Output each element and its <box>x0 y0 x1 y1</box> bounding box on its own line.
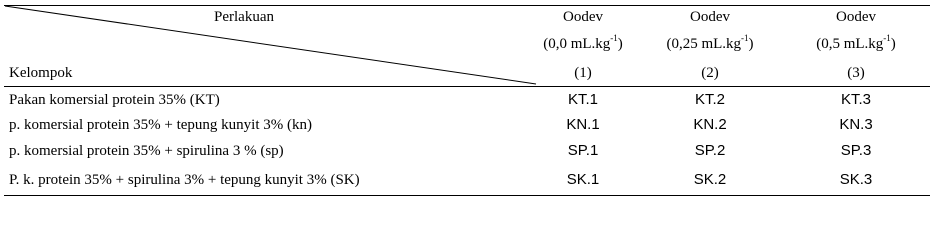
cell: KT.2 <box>694 91 726 108</box>
cell: SP.2 <box>694 142 726 159</box>
row-label: P. k. protein 35% + spirulina 3% + tepung kunyit 3% (SK) <box>9 172 360 188</box>
cell: KT.3 <box>840 91 872 108</box>
cell: SK.2 <box>693 171 727 188</box>
column-dose: (0,0 $mL.kg^{-1}$) <box>543 33 623 52</box>
column-number: (3) <box>847 65 865 81</box>
header-group-label: Kelompok <box>9 65 73 81</box>
cell: KN.1 <box>566 116 600 133</box>
table-bottom-rule <box>4 195 930 196</box>
row-label: p. komersial protein 35% + spirulina 3 % (sp) <box>9 143 284 159</box>
cell: SK.3 <box>839 171 873 188</box>
cell: SK.1 <box>566 171 600 188</box>
column-number: (2) <box>701 65 719 81</box>
cell: SP.1 <box>567 142 599 159</box>
cell: KT.1 <box>567 91 599 108</box>
column-dose: (0,5 $mL.kg^{-1}$) <box>816 33 896 52</box>
column-name: Oodev <box>836 9 876 25</box>
cell: KN.3 <box>839 116 873 133</box>
column-name: Oodev <box>690 9 730 25</box>
cell: SP.3 <box>840 142 872 159</box>
row-label: Pakan komersial protein 35% (KT) <box>9 92 220 108</box>
row-label: p. komersial protein 35% + tepung kunyit 3% (kn) <box>9 117 312 133</box>
cell: KN.2 <box>693 116 727 133</box>
column-name: Oodev <box>563 9 603 25</box>
header-treatment-label: Perlakuan <box>214 9 274 25</box>
column-dose: (0,25 $mL.kg^{-1}$) <box>666 33 754 52</box>
column-number: (1) <box>574 65 592 81</box>
